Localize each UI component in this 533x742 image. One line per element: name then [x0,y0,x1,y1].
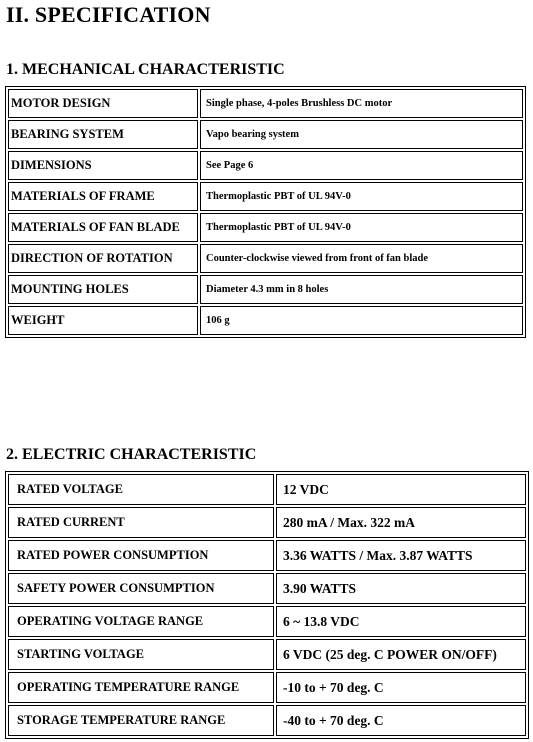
spec-label: BEARING SYSTEM [8,120,198,149]
table-row [8,151,523,180]
spec-value: Diameter 4.3 mm in 8 holes [200,275,523,304]
table-row [8,507,526,538]
mechanical-spec-table [5,86,526,338]
table-row [8,573,526,604]
spec-label: DIMENSIONS [8,151,198,180]
spec-value: 280 mA / Max. 322 mA [276,507,526,538]
spec-label: MOTOR DESIGN [8,89,198,118]
spec-value: Counter-clockwise viewed from front of fan blade [200,244,523,273]
spec-label: MATERIALS OF FRAME [8,182,198,211]
table-row [8,182,523,211]
spec-value: Single phase, 4-poles Brushless DC motor [200,89,523,118]
spec-label: STORAGE TEMPERATURE RANGE [8,705,274,736]
mechanical-heading: 1. MECHANICAL CHARACTERISTIC [6,61,285,78]
table-row [8,120,523,149]
spec-label: SAFETY POWER CONSUMPTION [8,573,274,604]
spec-label: DIRECTION OF ROTATION [8,244,198,273]
table-row [8,672,526,703]
electric-heading: 2. ELECTRIC CHARACTERISTIC [6,446,257,463]
table-row [8,89,523,118]
spec-value: 3.36 WATTS / Max. 3.87 WATTS [276,540,526,571]
spec-value: 3.90 WATTS [276,573,526,604]
spec-value: 106 g [200,306,523,335]
spec-label: MOUNTING HOLES [8,275,198,304]
table-row [8,474,526,505]
spec-value: Thermoplastic PBT of UL 94V-0 [200,213,523,242]
spec-label: WEIGHT [8,306,198,335]
spec-label: MATERIALS OF FAN BLADE [8,213,198,242]
spec-value: Vapo bearing system [200,120,523,149]
spec-value: 6 VDC (25 deg. C POWER ON/OFF) [276,639,526,670]
spec-value: 6 ~ 13.8 VDC [276,606,526,637]
spec-value: -40 to + 70 deg. C [276,705,526,736]
spec-value: Thermoplastic PBT of UL 94V-0 [200,182,523,211]
spec-label: OPERATING VOLTAGE RANGE [8,606,274,637]
page-title: II. SPECIFICATION [6,2,211,27]
table-row [8,606,526,637]
spec-value: See Page 6 [200,151,523,180]
table-row [8,540,526,571]
table-row [8,705,526,736]
spec-value: 12 VDC [276,474,526,505]
spec-label: RATED VOLTAGE [8,474,274,505]
spec-label: OPERATING TEMPERATURE RANGE [8,672,274,703]
table-row [8,306,523,335]
spec-label: RATED POWER CONSUMPTION [8,540,274,571]
table-row [8,244,523,273]
table-row [8,275,523,304]
table-row [8,213,523,242]
table-row [8,639,526,670]
spec-value: -10 to + 70 deg. C [276,672,526,703]
spec-label: STARTING VOLTAGE [8,639,274,670]
electric-spec-table [5,471,529,739]
spec-label: RATED CURRENT [8,507,274,538]
